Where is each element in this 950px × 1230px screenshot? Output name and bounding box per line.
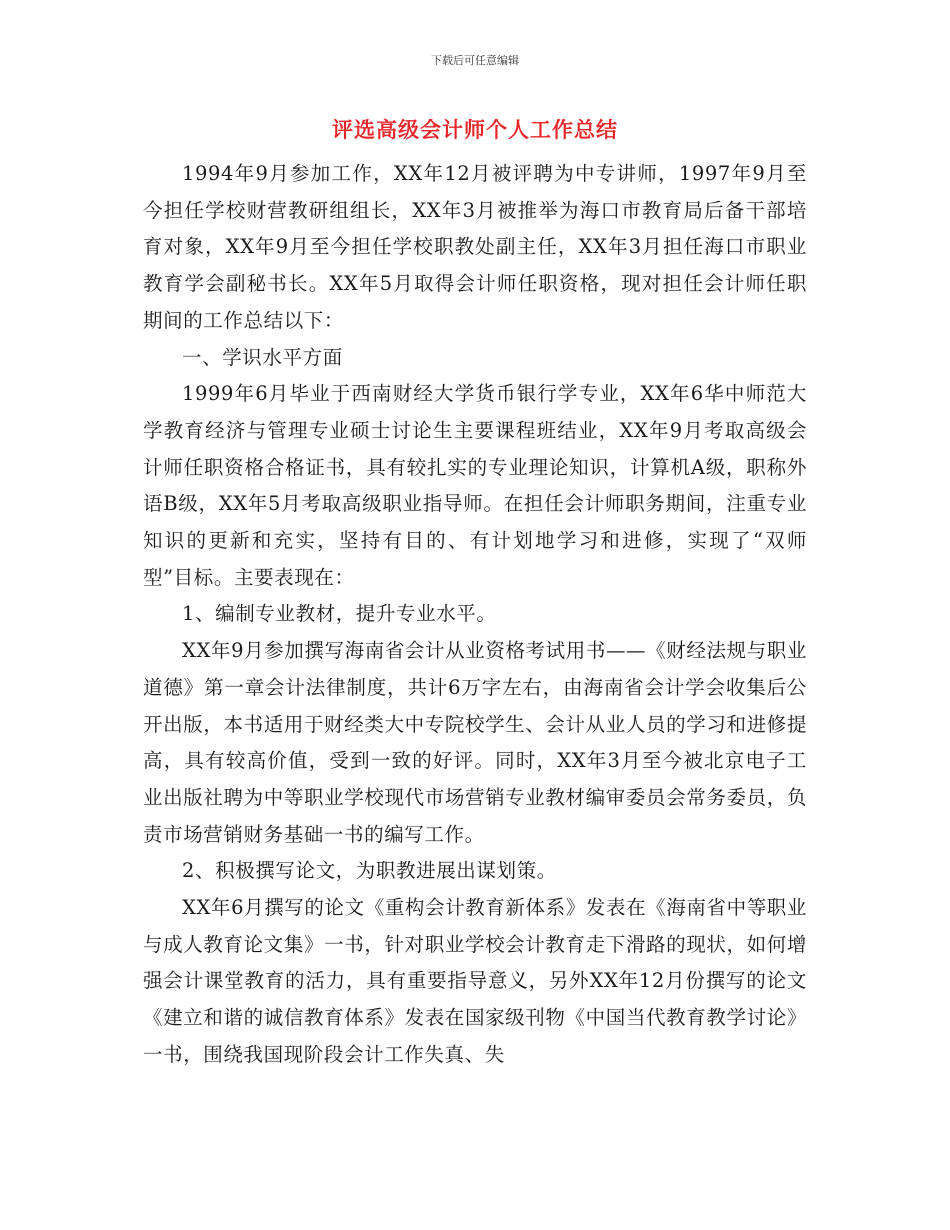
paragraph-textbooks: XX年9月参加撰写海南省会计从业资格考试用书——《财经法规与职业道德》第一章会计法律制度，共计6万字左右，由海南省会计学会收集后公开出版，本书适用于财经类大中专院校学生、会计从业人员的学习和进修提高，具有较高价值，受到一致的好评。同时，XX年3月至今被北京电子工业出版社聘为中等职业学校现代市场营销专业教材编审委员会常务委员，负责市场营销财务基础一书的编写工作。 <box>143 639 807 846</box>
section-heading-knowledge: 一、学识水平方面 <box>182 345 343 369</box>
document-body <box>143 156 807 1074</box>
page-header-note: 下载后可任意编辑 <box>431 54 519 67</box>
paragraph-education: 1999年6月毕业于西南财经大学货币银行学专业，XX年6华中师范大学教育经济与管理专业硕士讨论生主要课程班结业，XX年9月考取高级会计师任职资格合格证书，具有较扎实的专业理论知识，计算机A级，职称外语B级，XX年5月考取高级职业指导师。在担任会计师职务期间，注重专业知识的更新和充实，坚持有目的、有计划地学习和进修，实现了“双师型”目标。主要表现在： <box>143 382 807 589</box>
subheading-textbooks: 1、编制专业教材，提升专业水平。 <box>182 602 497 626</box>
document-title: 评选高级会计师个人工作总结 <box>332 118 618 142</box>
subheading-papers: 2、积极撰写论文，为职教进展出谋划策。 <box>182 859 557 883</box>
paragraph-intro: 1994年9月参加工作，XX年12月被评聘为中专讲师，1997年9月至今担任学校财营教研组组长，XX年3月被推举为海口市教育局后备干部培育对象，XX年9月至今担任学校职教处副主任，XX年3月担任海口市职业教育学会副秘书长。XX年5月取得会计师任职资格，现对担任会计师任职期间的工作总结以下： <box>143 162 807 332</box>
paragraph-papers: XX年6月撰写的论文《重构会计教育新体系》发表在《海南省中等职业与成人教育论文集》一书，针对职业学校会计教育走下滑路的现状，如何增强会计课堂教育的活力，具有重要指导意义，另外XX年12月份撰写的论文《建立和谐的诚信教育体系》发表在国家级刊物《中国当代教育教学讨论》一书，围绕我国现阶段会计工作失真、失 <box>143 896 807 1066</box>
